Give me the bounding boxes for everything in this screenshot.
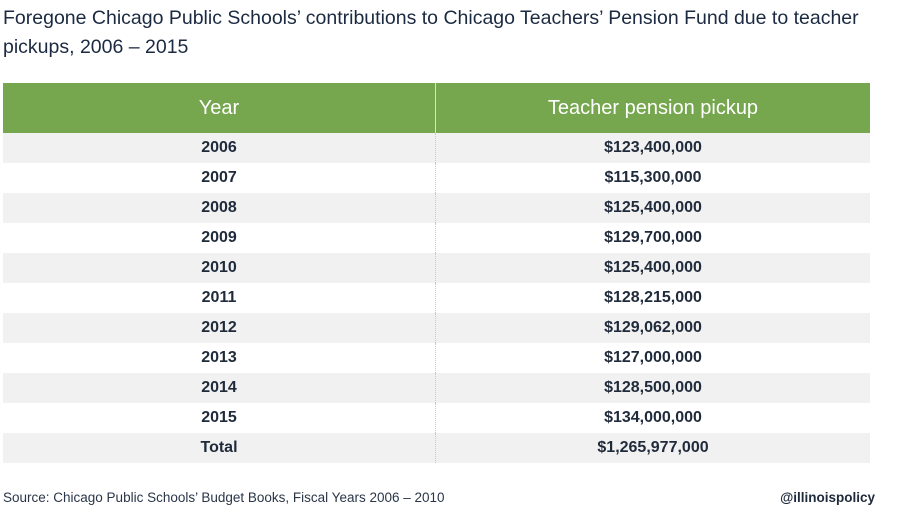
header-row xyxy=(3,83,870,133)
amount-cell: $125,400,000 xyxy=(604,259,702,276)
year-cell: 2013 xyxy=(3,343,436,373)
table-header xyxy=(3,83,870,133)
chart-title: Foregone Chicago Public Schools’ contributions to Chicago Teachers’ Pension Fund due to teacher pickups, 2006 – 2015 xyxy=(3,7,859,58)
table-row xyxy=(3,223,870,253)
pension-table xyxy=(3,83,870,463)
amount-cell: $134,000,000 xyxy=(604,409,702,426)
table-row xyxy=(3,193,870,223)
table-row xyxy=(3,253,870,283)
year-cell: 2011 xyxy=(3,283,436,313)
year-cell: 2014 xyxy=(3,373,436,403)
amount-cell: $127,000,000 xyxy=(604,349,702,366)
table-row xyxy=(3,343,870,373)
amount-cell: $129,062,000 xyxy=(604,319,702,336)
total-amount-cell: $1,265,977,000 xyxy=(597,439,709,456)
table-row xyxy=(3,373,870,403)
source-note: Source: Chicago Public Schools’ Budget Books, Fiscal Years 2006 – 2010 xyxy=(3,490,445,505)
amount-cell: $128,500,000 xyxy=(604,379,702,396)
table-row xyxy=(3,403,870,433)
amount-cell: $123,400,000 xyxy=(604,139,702,156)
year-cell: 2007 xyxy=(3,163,436,193)
total-row xyxy=(3,433,870,463)
amount-cell: $125,400,000 xyxy=(604,199,702,216)
pension-table-container xyxy=(3,83,870,463)
column-header-year: Year xyxy=(3,83,436,133)
amount-cell: $128,215,000 xyxy=(604,289,702,306)
year-cell: 2015 xyxy=(3,403,436,433)
table-row xyxy=(3,313,870,343)
year-cell: 2006 xyxy=(3,133,436,163)
social-handle: @illinoispolicy xyxy=(780,490,875,505)
year-cell: 2009 xyxy=(3,223,436,253)
year-cell: 2008 xyxy=(3,193,436,223)
year-cell: 2010 xyxy=(3,253,436,283)
year-cell: 2012 xyxy=(3,313,436,343)
table-row xyxy=(3,163,870,193)
table-row xyxy=(3,133,870,163)
amount-cell: $115,300,000 xyxy=(604,169,702,186)
total-label-cell: Total xyxy=(3,433,436,463)
amount-cell: $129,700,000 xyxy=(604,229,702,246)
column-header-pension-pickup: Teacher pension pickup xyxy=(547,96,759,119)
table-body xyxy=(3,133,870,463)
table-row xyxy=(3,283,870,313)
